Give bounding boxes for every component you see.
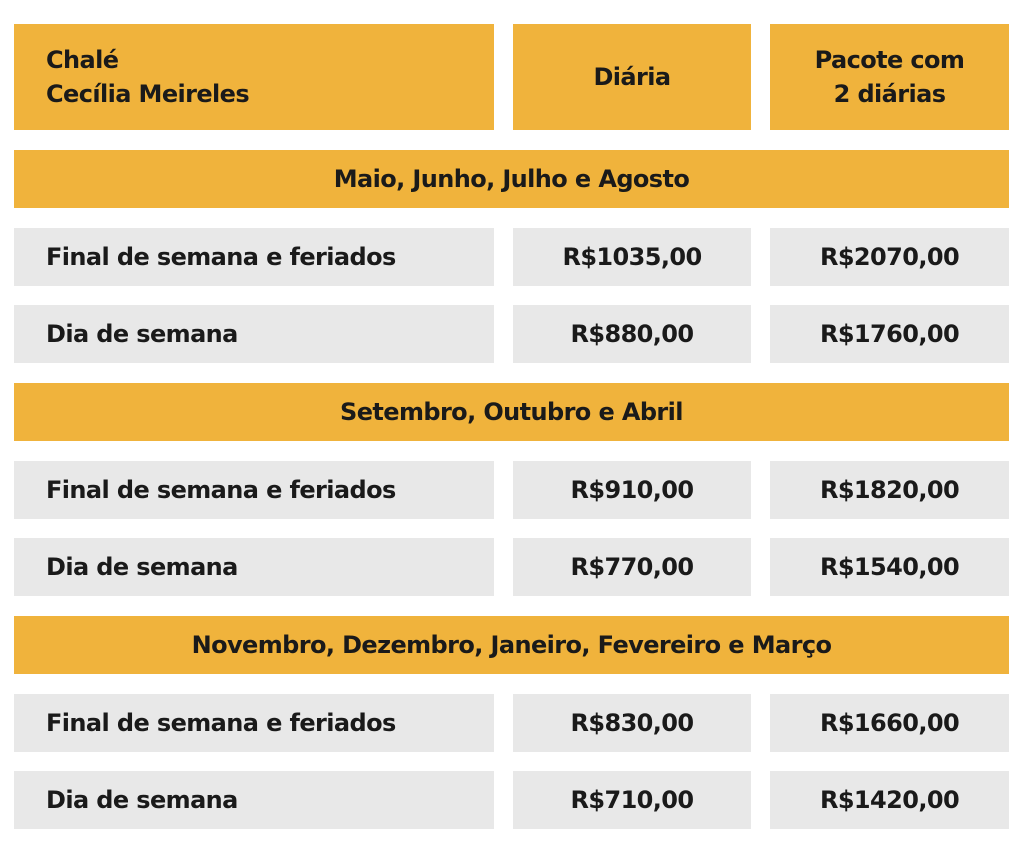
package-price: R$1420,00: [819, 786, 960, 814]
daily-price: R$710,00: [570, 786, 694, 814]
season-header: [14, 383, 1009, 441]
daily-price-cell: [513, 771, 751, 829]
column-header-daily: [513, 24, 751, 130]
package-price: R$1760,00: [819, 320, 960, 348]
season-header: [14, 150, 1009, 208]
daily-price: R$880,00: [570, 320, 694, 348]
package-price-cell: [770, 694, 1009, 752]
row-label: Final de semana e feriados: [46, 476, 396, 504]
package-price-cell: [770, 538, 1009, 596]
daily-column-label: Diária: [593, 63, 671, 91]
table-row-label: [14, 694, 494, 752]
package-column-label-line1: Pacote com: [814, 46, 965, 74]
column-header-package: [770, 24, 1009, 130]
chalet-label: Chalé: [46, 46, 119, 74]
daily-price-cell: [513, 694, 751, 752]
chalet-name: Cecília Meireles: [46, 80, 250, 108]
table-row-label: [14, 538, 494, 596]
package-price: R$1660,00: [819, 709, 960, 737]
season-name: Maio, Junho, Julho e Agosto: [333, 165, 690, 193]
package-price: R$2070,00: [819, 243, 960, 271]
table-row-label: [14, 305, 494, 363]
table-row-label: [14, 228, 494, 286]
package-price-cell: [770, 771, 1009, 829]
daily-price-cell: [513, 228, 751, 286]
row-label: Final de semana e feriados: [46, 709, 396, 737]
season-header: [14, 616, 1009, 674]
row-label: Dia de semana: [46, 553, 238, 581]
table-row-label: [14, 771, 494, 829]
daily-price: R$770,00: [570, 553, 694, 581]
package-price-cell: [770, 228, 1009, 286]
package-column-label-line2: 2 diárias: [833, 80, 946, 108]
season-name: Setembro, Outubro e Abril: [340, 398, 683, 426]
daily-price: R$1035,00: [562, 243, 702, 271]
daily-price: R$830,00: [570, 709, 694, 737]
daily-price-cell: [513, 538, 751, 596]
row-label: Dia de semana: [46, 320, 238, 348]
package-price-cell: [770, 305, 1009, 363]
season-name: Novembro, Dezembro, Janeiro, Fevereiro e Março: [191, 631, 832, 659]
table-header-title: [14, 24, 494, 130]
daily-price-cell: [513, 305, 751, 363]
table-row-label: [14, 461, 494, 519]
package-price: R$1820,00: [819, 476, 960, 504]
daily-price-cell: [513, 461, 751, 519]
daily-price: R$910,00: [570, 476, 694, 504]
row-label: Final de semana e feriados: [46, 243, 396, 271]
package-price: R$1540,00: [819, 553, 960, 581]
row-label: Dia de semana: [46, 786, 238, 814]
package-price-cell: [770, 461, 1009, 519]
